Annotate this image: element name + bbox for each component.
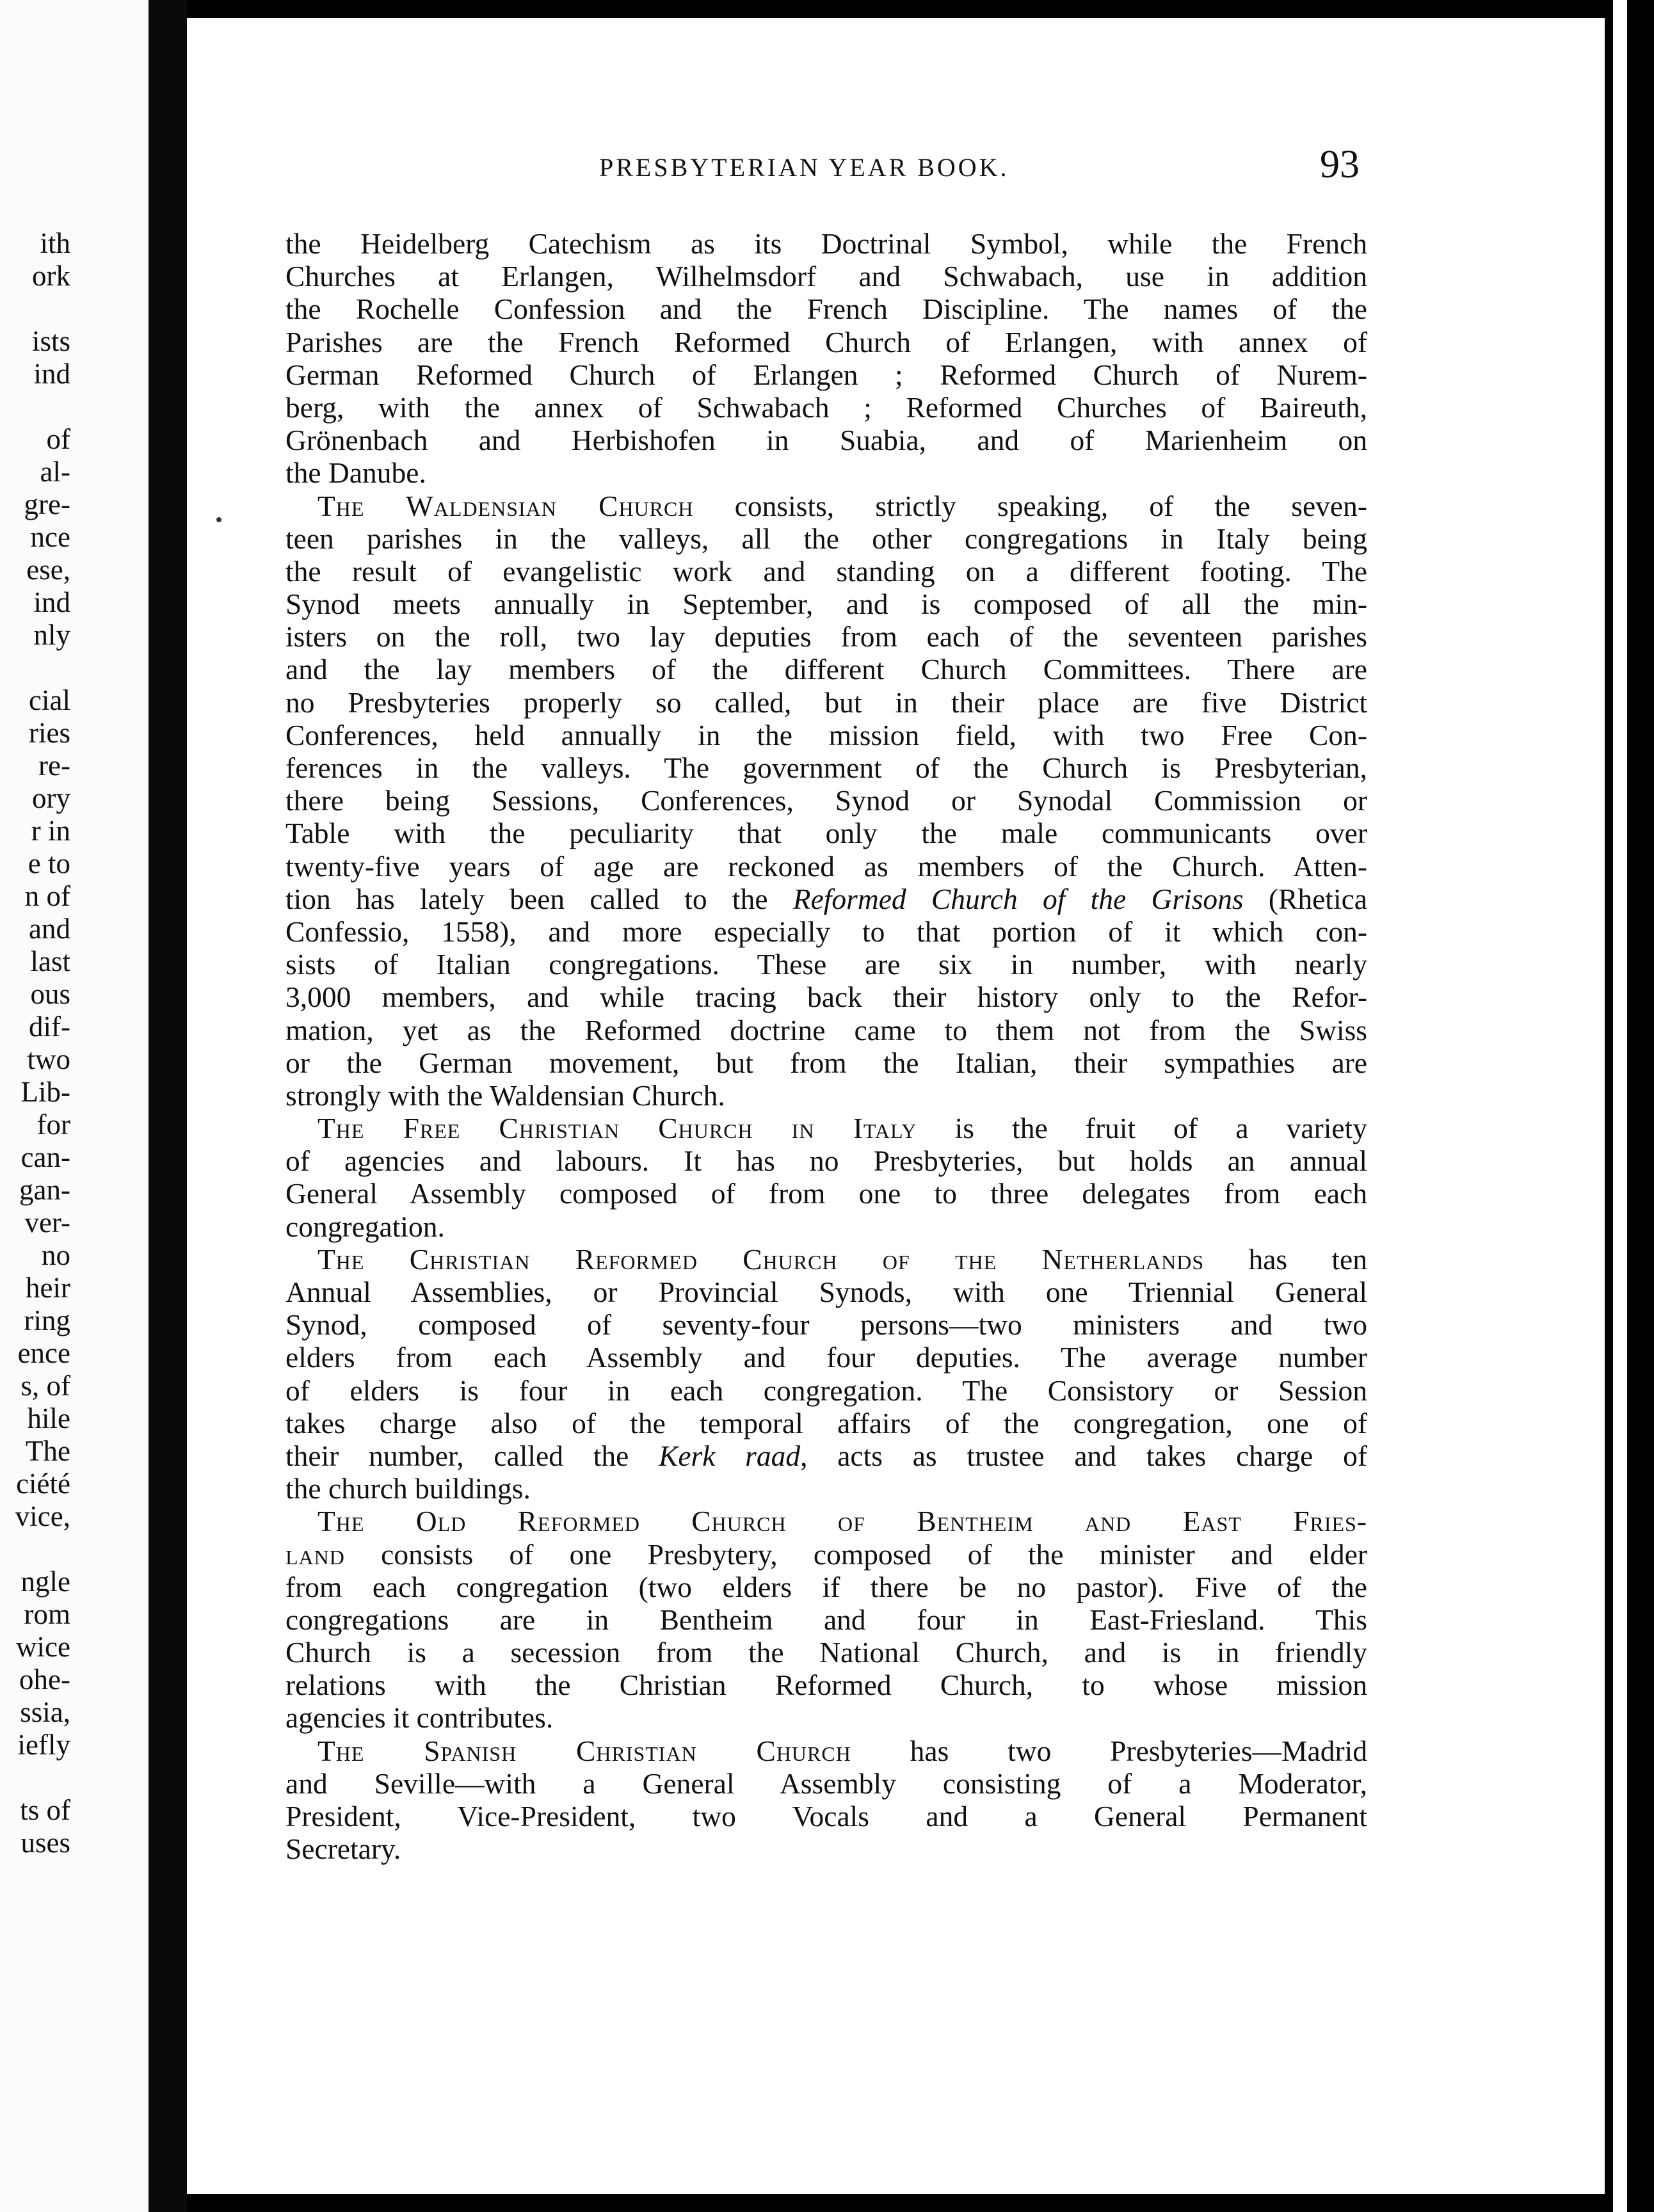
facing-page-fragment: r in (31, 815, 70, 847)
text-line: and Seville—with a General Assembly consisting of a Moderator, (285, 1767, 1367, 1800)
facing-page-fragment: ence (17, 1337, 70, 1369)
body-text (285, 227, 1367, 1865)
facing-page-fragment: ring (24, 1304, 70, 1336)
facing-page-fragment: ohe- (19, 1663, 70, 1695)
facing-page-fragment (0, 1533, 70, 1566)
facing-page-fragment (0, 293, 70, 325)
scan-border (1605, 0, 1654, 2212)
text-line: elders from each Assembly and four deputies. The average number (285, 1341, 1367, 1374)
text-line: land consists of one Presbytery, composed of the minister and elder (285, 1537, 1367, 1571)
text-line: and the lay members of the different Church Committees. There are (285, 653, 1367, 686)
facing-page-fragment: gan- (19, 1174, 70, 1206)
text-line: congregations are in Bentheim and four in East-Friesland. This (285, 1603, 1367, 1636)
facing-page-fragment: ind (33, 586, 70, 618)
facing-page (0, 0, 149, 2212)
text-line: Conferences, held annually in the mission field, with two Free Con- (285, 718, 1367, 751)
facing-page-fragment: re- (38, 749, 70, 781)
text-line: German Reformed Church of Erlangen ; Reformed Church of Nurem- (285, 358, 1367, 391)
text-line: berg, with the annex of Schwabach ; Reformed Churches of Baireuth, (285, 390, 1367, 424)
text-line: there being Sessions, Conferences, Synod or Synodal Commission or (285, 784, 1367, 817)
text-line: tion has lately been called to the Reformed Church of the Grisons (Rhetica (285, 882, 1367, 915)
facing-page-fragment: ists (31, 325, 70, 357)
text-line: Synod meets annually in September, and is composed of all the min- (285, 588, 1367, 621)
facing-page-fragment: and (29, 913, 70, 945)
facing-page-fragment (0, 652, 70, 684)
facing-page-fragment: nce (30, 521, 70, 553)
text-line: isters on the roll, two lay deputies from each of the seventeen parishes (285, 620, 1367, 653)
section-heading: The Christian Reformed Church of the Netherlands (317, 1242, 1205, 1276)
paragraph-waldensian (285, 490, 1367, 1112)
text-line: twenty-five years of age are reckoned as members of the Church. Atten- (285, 849, 1367, 883)
facing-page-fragment: Lib- (20, 1076, 70, 1108)
text-line: teen parishes in the valleys, all the other congregations in Italy being (285, 522, 1367, 555)
text-line: General Assembly composed of from one to three delegates from each (285, 1177, 1367, 1210)
facing-page-fragment: ts of (20, 1794, 70, 1826)
text-line: relations with the Christian Reformed Church, to whose mission (285, 1669, 1367, 1702)
text-line: the result of evangelistic work and standing on a different footing. The (285, 554, 1367, 588)
section-heading: The Old Reformed Church of Bentheim and East Fries- (317, 1505, 1367, 1538)
paragraph-spanish (285, 1735, 1367, 1866)
text-line: Confessio, 1558), and more especially to that portion of it which con- (285, 915, 1367, 948)
facing-page-fragment: n of (24, 880, 70, 912)
text-line: the church buildings. (285, 1472, 531, 1505)
facing-page-fragment: cial (29, 684, 70, 716)
paragraph-first-line: The Waldensian Church consists, strictly speaking, of the seven- (317, 489, 1368, 522)
section-heading: The Spanish Christian Church (317, 1734, 851, 1767)
paragraph-netherlands (285, 1243, 1367, 1505)
text-line: mation, yet as the Reformed doctrine came to them not from the Swiss (285, 1013, 1367, 1046)
facing-page-fragment: s, of (20, 1370, 70, 1402)
text-line: strongly with the Waldensian Church. (285, 1078, 725, 1112)
facing-page-fragment: hile (27, 1402, 70, 1434)
facing-page-text-fragments (0, 227, 70, 1859)
text-line: takes charge also of the temporal affairs of the congregation, one of (285, 1406, 1367, 1439)
facing-page-fragment: ous (30, 978, 70, 1010)
italic-term: Kerk raad (659, 1439, 801, 1472)
text-line: or the German movement, but from the Italian, their sympathies are (285, 1046, 1367, 1079)
text-line: the Danube. (285, 456, 426, 490)
facing-page-fragment: last (30, 945, 70, 977)
text-line: no Presbyteries properly so called, but in their place are five District (285, 685, 1367, 719)
text-line: of elders is four in each congregation. The Consistory or Session (285, 1374, 1367, 1407)
text-line: from each congregation (two elders if there be no pastor). Five of the (285, 1570, 1367, 1603)
text-line: the Rochelle Confession and the French Discipline. The names of the (285, 293, 1367, 326)
facing-page-fragment: uses (20, 1827, 70, 1859)
text-line: Church is a secession from the National Church, and is in friendly (285, 1636, 1367, 1669)
facing-page-fragment: wice (16, 1631, 70, 1663)
facing-page-fragment: gre- (24, 488, 70, 520)
paragraph-first-line: The Christian Reformed Church of the Netherlands has ten (317, 1242, 1367, 1276)
text-line: Table with the peculiarity that only the male communicants over (285, 817, 1367, 850)
facing-page-fragment: heir (26, 1272, 70, 1304)
facing-page-fragment: ciété (16, 1468, 70, 1500)
text-line: congregation. (285, 1210, 445, 1243)
facing-page-fragment: ngle (20, 1566, 70, 1598)
facing-page-fragment: for (36, 1109, 70, 1141)
section-heading: The Free Christian Church in Italy (317, 1112, 917, 1145)
text-line: the Heidelberg Catechism as its Doctrinal Symbol, while the French (285, 227, 1367, 260)
facing-page-fragment: nly (33, 619, 70, 651)
facing-page-fragment: ese, (26, 554, 70, 586)
text-line: Synod, composed of seventy-four persons—two ministers and two (285, 1308, 1367, 1342)
paragraph-continuation (285, 227, 1367, 490)
paragraph-first-line: The Spanish Christian Church has two Presbyteries—Madrid (317, 1734, 1367, 1767)
paragraph-first-line: The Free Christian Church in Italy is the fruit of a variety (317, 1112, 1367, 1145)
facing-page-fragment: al- (40, 456, 70, 488)
book-gutter (149, 0, 187, 2212)
facing-page-fragment: iefly (17, 1729, 70, 1761)
margin-mark (216, 517, 221, 522)
facing-page-fragment: two (27, 1043, 70, 1075)
facing-page-fragment: can- (20, 1141, 70, 1173)
text-line: their number, called the Kerk raad, acts as trustee and takes charge of (285, 1439, 1367, 1472)
text-line: President, Vice-President, two Vocals and a General Permanent (285, 1800, 1367, 1832)
text-line: ferences in the valleys. The government of the Church is Presbyterian, (285, 751, 1367, 784)
text-line: agencies it contributes. (285, 1701, 554, 1735)
facing-page-fragment: The (26, 1435, 70, 1467)
text-line: 3,000 members, and while tracing back their history only to the Refor- (285, 981, 1367, 1014)
text-line: Annual Assemblies, or Provincial Synods, with one Triennial General (285, 1276, 1367, 1308)
facing-page-fragment: no (42, 1239, 70, 1271)
facing-page-fragment (0, 1761, 70, 1794)
facing-page-fragment (0, 390, 70, 423)
italic-term: Reformed Church of the Grisons (792, 882, 1244, 915)
section-heading: The Waldensian Church (317, 489, 694, 522)
scan-edge-strip (1613, 0, 1627, 2212)
text-line: Churches at Erlangen, Wilhelmsdorf and Schwabach, use in addition (285, 260, 1367, 293)
facing-page-fragment: vice, (15, 1500, 70, 1532)
page-number: 93 (1320, 143, 1360, 186)
facing-page-fragment: ver- (24, 1206, 70, 1238)
facing-page-fragment: ork (32, 260, 70, 292)
facing-page-fragment: ith (40, 227, 70, 259)
facing-page-fragment: ssia, (20, 1696, 70, 1728)
facing-page-fragment: of (46, 423, 70, 455)
text-line: sists of Italian congregations. These are six in number, with nearly (285, 948, 1367, 981)
text-line: of agencies and labours. It has no Presbyteries, but holds an annual (285, 1144, 1367, 1178)
running-head: PRESBYTERIAN YEAR BOOK. (599, 153, 1009, 182)
facing-page-fragment: dif- (29, 1011, 70, 1043)
text-line: Parishes are the French Reformed Church of Erlangen, with annex of (285, 325, 1367, 358)
facing-page-fragment: rom (24, 1598, 70, 1630)
facing-page-fragment: ries (29, 717, 70, 749)
facing-page-fragment: ory (32, 782, 70, 814)
facing-page-fragment: e to (28, 847, 70, 879)
text-line: Grönenbach and Herbishofen in Suabia, and of Marienheim on (285, 424, 1367, 457)
paragraph-free-church (285, 1112, 1367, 1243)
paragraph-bentheim (285, 1505, 1367, 1734)
facing-page-fragment: ind (33, 358, 70, 390)
text-line: Secretary. (285, 1832, 401, 1866)
